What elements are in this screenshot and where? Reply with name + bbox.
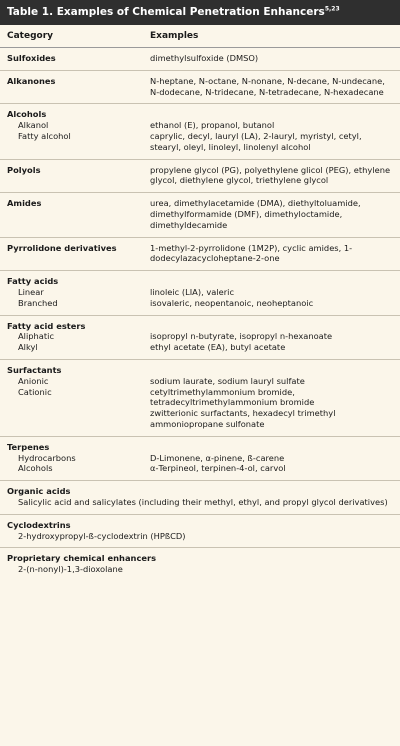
- category-label: Organic acids: [7, 486, 71, 497]
- subcategory-label: Cationic: [18, 386, 52, 397]
- category-label: Alkanones: [7, 75, 56, 86]
- category-group: [0, 271, 400, 315]
- category-group: [0, 71, 400, 105]
- table-row: [0, 287, 400, 298]
- subcategory-label: Hydrocarbons: [18, 452, 76, 463]
- examples-cell: [150, 321, 394, 332]
- category-group: [0, 515, 400, 549]
- category-group: [0, 360, 400, 437]
- table-row: [0, 387, 400, 409]
- category-label: Proprietary chemical enhancers: [7, 553, 157, 564]
- category-group: [0, 548, 400, 581]
- header-examples: Examples: [150, 31, 199, 41]
- table-row: [0, 365, 400, 376]
- category-label: Pyrrolidone derivatives: [7, 242, 117, 253]
- table-row: [0, 198, 400, 230]
- category-label: Cyclodextrins: [7, 519, 71, 530]
- category-label: Terpenes: [7, 441, 50, 452]
- examples-cell: ethyl acetate (EA), butyl acetate: [150, 342, 286, 353]
- category-label: Amides: [7, 198, 42, 209]
- table-row: [0, 531, 400, 542]
- table-row: [0, 331, 400, 342]
- examples-cell: zwitterionic surfactants, hexadecyl trimethyl ammoniopropane sulfonate: [150, 408, 336, 429]
- table-row: [0, 486, 400, 497]
- examples-cell: urea, dimethylacetamide (DMA), diethyltoluamide, dimethylformamide (DMF), dimethyloctamide, dimethyldecamide: [150, 198, 361, 230]
- table-row: [0, 298, 400, 309]
- examples-cell: [150, 486, 394, 497]
- table-row: [0, 463, 400, 474]
- examples-cell: [150, 520, 394, 531]
- subcategory-label: Linear: [18, 286, 44, 297]
- table-row: [0, 564, 400, 575]
- examples-cell: linoleic (LIA), valeric: [150, 286, 235, 297]
- category-group: [0, 437, 400, 481]
- subcategory-label: Alkyl: [18, 342, 38, 353]
- category-label: Polyols: [7, 164, 41, 175]
- examples-cell: [150, 365, 394, 376]
- category-label: Surfactants: [7, 364, 62, 375]
- category-group: [0, 481, 400, 515]
- examples-full-width: 2-hydroxypropyl-ß-cyclodextrin (HPßCD): [18, 530, 186, 541]
- category-label: Fatty acids: [7, 276, 59, 287]
- table-row: [0, 243, 400, 265]
- table-row: [0, 276, 400, 287]
- header-category: Category: [7, 31, 54, 41]
- examples-cell: cetyltrimethylammonium bromide, tetradecyltrimethylammonium bromide: [150, 386, 315, 408]
- table-row: [0, 442, 400, 453]
- category-label: Sulfoxides: [7, 53, 56, 63]
- table-title-bar: [0, 0, 400, 25]
- examples-cell: D-Limonene, α-pinene, ß-carene: [150, 452, 285, 463]
- examples-cell: [150, 442, 394, 453]
- examples-cell: dimethylsulfoxide (DMSO): [150, 53, 259, 63]
- table-title-reference: 5,23: [324, 5, 340, 13]
- examples-cell: isovaleric, neopentanoic, neoheptanoic: [150, 297, 314, 308]
- examples-cell: [150, 276, 394, 287]
- table-row: [0, 408, 400, 430]
- examples-cell: ethanol (E), propanol, butanol: [150, 120, 275, 131]
- subcategory-label: Anionic: [18, 375, 49, 386]
- category-group: [0, 48, 400, 71]
- examples-cell: propylene glycol (PG), polyethylene glicol (PEG), ethylene glycol, diethylene glycol, triethylene glycol: [150, 164, 391, 186]
- table-row: [0, 342, 400, 353]
- table-title: Table 1. Examples of Chemical Penetration Enhancers: [7, 6, 325, 18]
- category-label: Alcohols: [7, 109, 47, 120]
- subcategory-label: Alcohols: [18, 463, 53, 474]
- table-row: [0, 453, 400, 464]
- table-header-row: [0, 25, 400, 48]
- table-row: [0, 321, 400, 332]
- category-label: Fatty acid esters: [7, 320, 86, 331]
- table-row: [0, 53, 400, 64]
- examples-cell: sodium laurate, sodium lauryl sulfate: [150, 375, 305, 386]
- subcategory-label: Fatty alcohol: [18, 130, 71, 141]
- examples-cell: [150, 553, 394, 564]
- subcategory-label: Branched: [18, 297, 58, 308]
- examples-cell: α-Terpineol, terpinen-4-ol, carvol: [150, 463, 286, 474]
- table-body: [0, 48, 400, 581]
- examples-cell: [150, 109, 394, 120]
- subcategory-label: Aliphatic: [18, 331, 55, 342]
- category-group: [0, 160, 400, 194]
- examples-cell: N-heptane, N-octane, N-nonane, N-decane, N-undecane, N-dodecane, N-tridecane, N-tetradecane, N-hexadecane: [150, 75, 385, 97]
- table-row: [0, 497, 400, 508]
- examples-full-width: 2-(n-nonyl)-1,3-dioxolane: [18, 564, 123, 575]
- table-row: [0, 76, 400, 98]
- examples-full-width: Salicylic acid and salicylates (including their methyl, ethyl, and propyl glycol derivatives): [18, 496, 388, 507]
- subcategory-label: Alkanol: [18, 120, 49, 131]
- table-row: [0, 520, 400, 531]
- table-row: [0, 376, 400, 387]
- table-row: [0, 553, 400, 564]
- examples-cell: 1-methyl-2-pyrrolidone (1M2P), cyclic amides, 1-dodecylazacycloheptane-2-one: [150, 242, 353, 264]
- table-row: [0, 165, 400, 187]
- category-group: [0, 316, 400, 360]
- table-row: [0, 131, 400, 153]
- examples-cell: isopropyl n-butyrate, isopropyl n-hexanoate: [150, 331, 333, 342]
- category-group: [0, 238, 400, 272]
- table-row: [0, 109, 400, 120]
- examples-cell: caprylic, decyl, lauryl (LA), 2-lauryl, myristyl, cetyl, stearyl, oleyl, linoleyl, linolenyl alcohol: [150, 130, 362, 152]
- table-row: [0, 120, 400, 131]
- category-group: [0, 193, 400, 237]
- category-group: [0, 104, 400, 159]
